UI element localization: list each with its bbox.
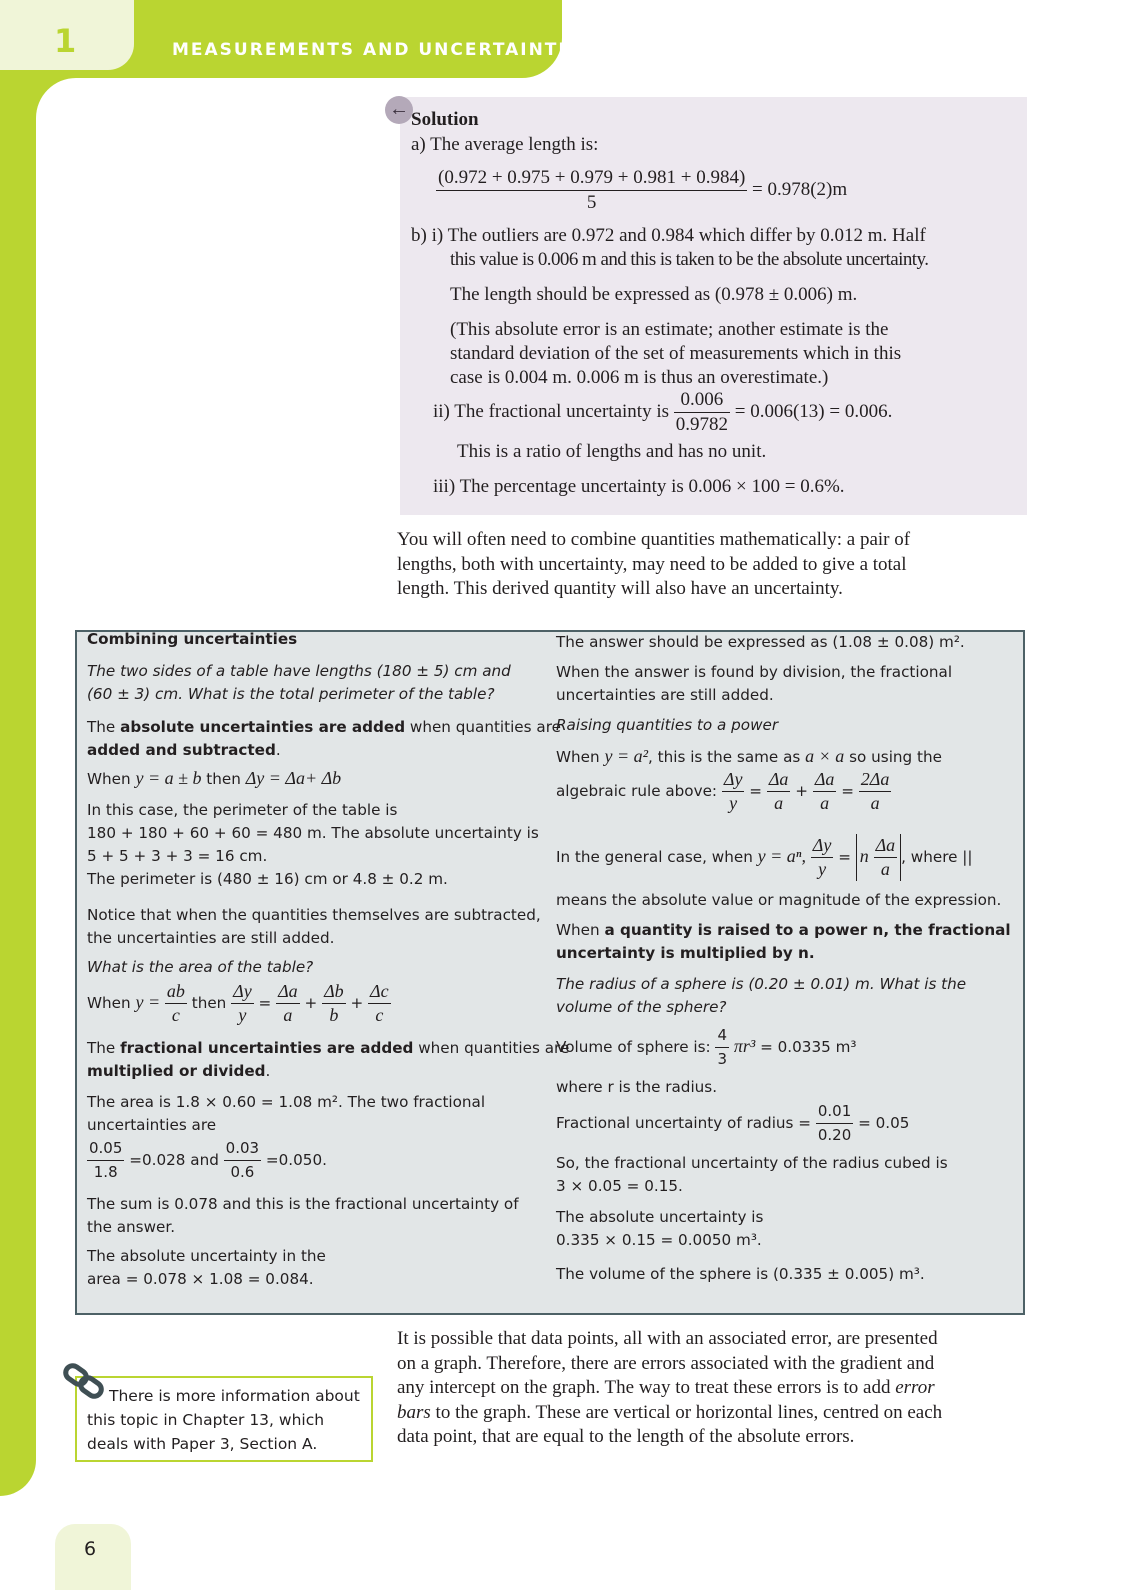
paragraph-line: data point, that are equal to the length of the absolute errors.: [397, 1426, 855, 1447]
solution-bi-note3: case is 0.004 m. 0.006 m is thus an overestimate.): [450, 367, 829, 388]
denominator: 1.8: [93, 1163, 118, 1181]
fraction: [87, 1137, 124, 1184]
numerator: Δy: [231, 980, 254, 1004]
numerator: 4: [715, 1024, 729, 1048]
numerator: Δc: [368, 980, 391, 1004]
paragraph-line: It is possible that data points, all with an associated error, are presented: [397, 1328, 938, 1349]
fraction: [816, 1100, 853, 1147]
question-area: [87, 956, 313, 979]
numerator: Δa: [276, 980, 300, 1004]
fraction: [368, 980, 391, 1027]
solution-heading: Solution: [411, 109, 479, 130]
denominator: a: [283, 1005, 293, 1025]
general-case: [556, 834, 973, 881]
text: When: [87, 994, 131, 1012]
text-line: The perimeter is (480 ± 16) cm or 4.8 ± 0.2 m.: [87, 870, 448, 888]
sum-rule-equation: [87, 767, 341, 791]
denominator: a: [870, 793, 880, 813]
average-fraction: [436, 166, 747, 215]
text-line: The area is 1.8 × 0.60 = 1.08 m². The two fractional: [87, 1093, 486, 1111]
text-line: 5 + 5 + 3 + 3 = 16 cm.: [87, 847, 268, 865]
power-heading: [556, 714, 778, 737]
bold-text: a quantity is raised to a power n, the fractional: [604, 921, 1011, 939]
text-line: area = 0.078 × 1.08 = 0.084.: [87, 1270, 314, 1288]
denominator: y: [238, 1005, 247, 1025]
page-margin-band: [0, 0, 36, 1496]
denominator: a: [880, 859, 890, 879]
text-line: the answer.: [87, 1218, 176, 1236]
fraction: [874, 834, 898, 881]
answer-expression: The answer should be expressed as (1.08 ± 0.08) m².: [556, 633, 965, 651]
math: y =: [135, 992, 161, 1012]
question-line: The two sides of a table have lengths (180 ± 5) cm and: [87, 662, 511, 680]
bold-text: uncertainty is multiplied by n.: [556, 944, 815, 962]
fractional-numerator: 0.006: [674, 388, 730, 413]
combining-title-text: Combining uncertainties: [87, 630, 298, 648]
heading-text: Raising quantities to a power: [556, 716, 779, 734]
intro-line: You will often need to combine quantities mathematically: a pair of: [397, 529, 911, 550]
text: .: [265, 1062, 271, 1080]
text: = 0.0335 m³: [760, 1038, 857, 1056]
paragraph-line: on a graph. Therefore, there are errors associated with the gradient and: [397, 1352, 935, 1374]
text-line: the uncertainties are still added.: [87, 929, 335, 947]
text-line: The absolute uncertainty in the: [87, 1247, 326, 1265]
text: Fractional uncertainty of radius =: [556, 1114, 812, 1132]
notice-subtracted: [87, 904, 541, 950]
bold-text: absolute uncertainties are added: [120, 718, 406, 736]
average-numerator: (0.972 + 0.975 + 0.979 + 0.981 + 0.984): [436, 166, 747, 191]
question-line: (60 ± 3) cm. What is the total perimeter of the table?: [87, 685, 495, 703]
numerator: 0.05: [87, 1137, 124, 1161]
text: algebraic rule above:: [556, 782, 718, 800]
text: then: [191, 994, 227, 1012]
absolute-value: [856, 834, 901, 881]
text: when quantities are: [413, 1039, 570, 1057]
sum-fractional: [87, 1193, 519, 1239]
text: When: [87, 770, 131, 788]
intro-paragraph: [397, 528, 910, 602]
fraction: [322, 980, 346, 1027]
text: Volume of sphere is:: [556, 1038, 711, 1056]
text-line: uncertainties are: [87, 1116, 217, 1134]
power-rule: [556, 919, 1011, 965]
average-result: = 0.978(2)m: [752, 178, 848, 200]
area-absolute-uncertainty: [87, 1245, 326, 1291]
numerator: Δa: [767, 768, 791, 792]
solution-bi-line2: this value is 0.006 m and this is taken to be the absolute uncertainty.: [450, 249, 929, 270]
numerator: Δb: [322, 980, 346, 1004]
fraction: [722, 768, 745, 815]
solution-bi-expressed: The length should be expressed as (0.978 ± 0.006) m.: [450, 284, 858, 305]
division-note: [556, 661, 952, 707]
text-line: The sum is 0.078 and this is the fractional uncertainty of: [87, 1195, 519, 1213]
fraction: [715, 1024, 729, 1071]
text: The: [87, 1039, 121, 1057]
numerator: Δy: [811, 834, 834, 858]
numerator: 0.03: [224, 1137, 261, 1161]
text: In the general case, when: [556, 848, 753, 866]
solution-bi-note1: (This absolute error is an estimate; another estimate is the: [450, 319, 889, 340]
product-rule-equation: [87, 980, 391, 1027]
math: y = a²: [604, 746, 648, 766]
operator: =: [841, 782, 854, 800]
paragraph-line: [397, 1401, 942, 1426]
power-square: [556, 745, 942, 769]
radius-cubed: [556, 1152, 948, 1198]
error-bars-paragraph: [397, 1327, 942, 1450]
text-line: 180 + 180 + 60 + 60 = 480 m. The absolute uncertainty is: [87, 824, 539, 842]
numerator: ab: [165, 980, 187, 1004]
text: = 0.05: [858, 1114, 910, 1132]
numerator: Δa: [874, 834, 898, 858]
denominator: 0.6: [230, 1163, 255, 1181]
area-fractions: [87, 1137, 327, 1184]
fraction: [767, 768, 791, 815]
operator: =: [749, 782, 763, 800]
info-text: There is more information about this topic in Chapter 13, which deals with Paper 3, Section A.: [87, 1387, 360, 1453]
solution-bii-text: ii) The fractional uncertainty is: [433, 400, 670, 422]
denominator: y: [818, 859, 827, 879]
text: .: [275, 741, 281, 759]
bold-text: added and subtracted: [87, 741, 276, 759]
text: to the graph. These are vertical or horizontal lines, centred on each: [430, 1401, 943, 1423]
math: Δy = Δa+ Δb: [245, 768, 342, 788]
text: so using the: [849, 748, 942, 766]
operator: +: [795, 782, 808, 800]
absolute-rule: [87, 716, 561, 762]
chapter-number: 1: [54, 22, 77, 60]
denominator: a: [774, 793, 784, 813]
average-denominator: 5: [586, 192, 597, 213]
denominator: c: [171, 1005, 180, 1025]
intro-line: lengths, both with uncertainty, may need to be added to give a total: [397, 553, 907, 575]
back-arrow-icon[interactable]: ←: [385, 96, 413, 124]
fraction: [859, 768, 892, 815]
numerator: 0.01: [816, 1100, 853, 1124]
combining-title: [87, 628, 297, 651]
solution-bii-equation: [433, 388, 892, 437]
text: any intercept on the graph. The way to treat these errors is to add: [397, 1377, 896, 1398]
math: n: [859, 846, 869, 866]
math: πr³: [733, 1036, 756, 1056]
text: The: [87, 718, 121, 736]
fractional-denominator: 0.9782: [675, 414, 729, 435]
text-line: When the answer is found by division, the fractional: [556, 663, 953, 681]
fraction: [224, 1137, 261, 1184]
text-line: Notice that when the quantities themselves are subtracted,: [87, 906, 541, 924]
denominator: 3: [717, 1050, 728, 1068]
text-line: 3 × 0.05 = 0.15.: [556, 1177, 683, 1195]
question-line: The radius of a sphere is (0.20 ± 0.01) m. What is the: [556, 975, 967, 993]
solution-bii-note: This is a ratio of lengths and has no unit.: [457, 441, 767, 462]
perimeter-case: [87, 799, 539, 891]
text-line: uncertainties are still added.: [556, 686, 774, 704]
math: a × a: [805, 746, 845, 766]
operator: =: [838, 848, 851, 866]
operator: =: [258, 994, 272, 1012]
operator: +: [350, 994, 364, 1012]
radius-fractional: [556, 1100, 909, 1147]
text: When: [556, 921, 605, 939]
fractional-uncertainty-fraction: [674, 388, 730, 437]
math: y = aⁿ,: [757, 846, 806, 866]
area-calculation: [87, 1091, 485, 1137]
intro-line: length. This derived quantity will also have an uncertainty.: [397, 578, 843, 599]
paragraph-line: [397, 1376, 942, 1401]
text: =0.050.: [265, 1151, 327, 1169]
text: =0.028 and: [129, 1151, 219, 1169]
denominator: c: [375, 1005, 384, 1025]
fraction: [276, 980, 300, 1027]
italic-text: error: [895, 1377, 935, 1398]
sphere-absolute-uncertainty: [556, 1206, 763, 1252]
solution-a-equation: [436, 166, 847, 215]
page-number: 6: [84, 1538, 97, 1560]
radius-note: where r is the radius.: [556, 1078, 718, 1096]
fractional-result: = 0.006(13) = 0.006.: [734, 400, 893, 422]
fraction: [165, 980, 187, 1027]
math: y = a ± b: [135, 768, 202, 788]
text-line: In this case, the perimeter of the table is: [87, 801, 398, 819]
bold-text: multiplied or divided: [87, 1062, 266, 1080]
solution-a-intro: a) The average length is:: [411, 134, 599, 155]
denominator: y: [729, 793, 738, 813]
text: , where ||: [901, 848, 973, 866]
text: When: [556, 748, 600, 766]
fraction: [231, 980, 254, 1027]
denominator: 0.20: [817, 1126, 852, 1144]
text: , this is the same as: [648, 748, 801, 766]
italic-text: bars: [397, 1401, 431, 1423]
solution-biii: iii) The percentage uncertainty is 0.006 × 100 = 0.6%.: [433, 476, 845, 497]
text-line: 0.335 × 0.15 = 0.0050 m³.: [556, 1231, 762, 1249]
denominator: a: [820, 793, 830, 813]
question-perimeter: [87, 660, 511, 706]
bold-text: fractional uncertainties are added: [120, 1039, 414, 1057]
operator: +: [304, 994, 318, 1012]
fraction: [813, 768, 837, 815]
numerator: Δy: [722, 768, 745, 792]
fractional-rule: [87, 1037, 569, 1083]
denominator: b: [329, 1005, 339, 1025]
absolute-value-note: means the absolute value or magnitude of the expression.: [556, 891, 1002, 909]
question-line: volume of the sphere?: [556, 998, 727, 1016]
text: when quantities are: [405, 718, 561, 736]
solution-bi-note2: standard deviation of the set of measurements which in this: [450, 343, 902, 364]
solution-bi-line1: b) i) The outliers are 0.972 and 0.984 which differ by 0.012 m. Half: [411, 225, 926, 246]
numerator: Δa: [813, 768, 837, 792]
sphere-volume: [556, 1024, 857, 1071]
fraction: [811, 834, 834, 881]
text-line: The absolute uncertainty is: [556, 1208, 764, 1226]
sphere-volume-final: The volume of the sphere is (0.335 ± 0.005) m³.: [556, 1265, 925, 1283]
question-text: What is the area of the table?: [87, 958, 314, 976]
numerator: 2Δa: [859, 768, 892, 792]
text-line: So, the fractional uncertainty of the radius cubed is: [556, 1154, 948, 1172]
chapter-title: MEASUREMENTS AND UNCERTAINTIES: [172, 40, 595, 60]
info-box-text: [87, 1384, 369, 1456]
algebraic-rule: [556, 768, 891, 815]
text: then: [206, 770, 241, 788]
question-sphere: [556, 973, 966, 1019]
